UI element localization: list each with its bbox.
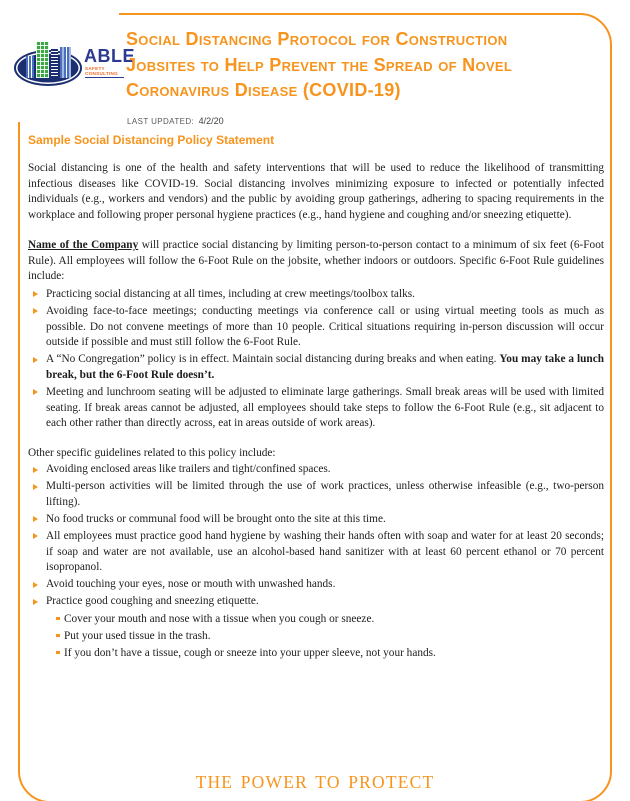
list-item	[28, 529, 604, 576]
company-policy-text: will practice social distancing by limiting person-to-person contact to a minimum of six feet (6-Foot Rule). All employees will follow the 6-Foot Rule on the jobsite, whether indoors or outdoors. Specific 6-Foot Rule guidelines include:	[28, 239, 604, 283]
other-guidelines-list	[28, 462, 604, 661]
document-title	[126, 27, 512, 104]
six-foot-rules-list	[28, 287, 604, 432]
list-item-text: Avoiding face-to-face meetings; conducting meetings via conference call or using virtual meeting tools as much as possible. Do not convene meetings of more than 10 people. Critical situations requiring in-person discussion will occur outside if possible and must still follow the 6-Foot Rule.	[46, 305, 604, 349]
list-item	[28, 512, 604, 528]
bullet-arrow-icon	[33, 389, 38, 395]
footer-tagline: THE POWER TO PROTECT	[195, 772, 435, 792]
sub-list-item-text: Put your used tissue in the trash.	[64, 629, 211, 642]
list-item	[28, 462, 604, 478]
list-item	[28, 577, 604, 593]
list-item-text: Avoid touching your eyes, nose or mouth with unwashed hands.	[46, 578, 336, 591]
sub-list-item	[28, 646, 604, 662]
bullet-arrow-icon	[33, 516, 38, 522]
company-policy-paragraph	[28, 238, 604, 285]
building-icon	[60, 47, 71, 78]
bullet-arrow-icon	[33, 291, 38, 297]
intro-paragraph: Social distancing is one of the health and safety interventions that will be used to reduce the likelihood of transmitting infectious diseases like COVID-19. Social distancing involves minimizing exposure to infected or potentially infected individuals (e.g., workers and vendors) and the public by avoiding group gatherings, adhering to spacing requirements in the workplace and following proper personal hygiene practices (e.g., hand hygiene and coughing and/or sneezing etiquette).	[28, 162, 604, 221]
list-item	[28, 287, 604, 303]
bullet-square-icon	[56, 634, 60, 638]
sub-list-item	[28, 612, 604, 628]
bullet-arrow-icon	[33, 308, 38, 314]
list-item-bold-text: You may take a lunch break, but the 6-Foot Rule doesn’t.	[46, 353, 604, 381]
bullet-arrow-icon	[33, 484, 38, 490]
list-item	[28, 352, 604, 383]
list-item-text: Multi-person activities will be limited through the use of work practices, unless otherwise infeasible (e.g., two-person lifting).	[46, 480, 604, 508]
title-line-1: Social Distancing Protocol for Construction	[126, 29, 508, 49]
list-item-text: Practicing social distancing at all times, including at crew meetings/toolbox talks.	[46, 288, 415, 301]
list-item-text: Practice good coughing and sneezing etiquette.	[46, 595, 259, 608]
list-item-text: No food trucks or communal food will be brought onto the site at this time.	[46, 513, 386, 526]
list-item-text: A “No Congregation” policy is in effect. Maintain social distancing during breaks and when eating.	[46, 353, 500, 366]
last-updated	[127, 111, 224, 129]
sub-list-item-text: Cover your mouth and nose with a tissue when you cough or sneeze.	[64, 612, 375, 625]
title-line-2: Jobsites to Help Prevent the Spread of Novel	[126, 54, 513, 75]
sub-list-item	[28, 629, 604, 645]
bullet-square-icon	[56, 651, 60, 655]
list-item-text: Meeting and lunchroom seating will be adjusted to eliminate large gatherings. Small break areas will be used with limited seating. If break areas cannot be adjusted, all employees should take steps to follow the 6-Foot Rule (e.g., sit adjacent to each other rather than directly across, eat in areas outside of work areas).	[46, 386, 604, 430]
list-item	[28, 479, 604, 510]
list-item-text: Avoiding enclosed areas like trailers and tight/confined spaces.	[46, 463, 331, 476]
building-icon	[36, 42, 49, 78]
sub-list-item-text: If you don’t have a tissue, cough or sneeze into your upper sleeve, not your hands.	[64, 646, 436, 659]
list-item	[28, 385, 604, 432]
title-line-3: Coronavirus Disease (COVID-19)	[126, 80, 401, 100]
list-item	[28, 594, 604, 610]
bullet-arrow-icon	[33, 599, 38, 605]
list-item-text: All employees must practice good hand hygiene by washing their hands often with soap and water for at least 20 seconds; if soap and water are not available, use an alcohol-based hand sanitizer with at least 60 percent ethanol or 70 percent isopropanol.	[46, 530, 604, 574]
logo-tagline: SAFETY CONSULTING	[85, 66, 124, 78]
last-updated-value: 4/2/20	[198, 116, 224, 126]
bullet-square-icon	[56, 617, 60, 621]
building-icon	[51, 49, 58, 78]
etiquette-sub-list	[28, 612, 604, 662]
last-updated-label: LAST UPDATED:	[127, 117, 195, 126]
bullet-arrow-icon	[33, 582, 38, 588]
section-heading: Sample Social Distancing Policy Statement	[28, 133, 275, 147]
bullet-arrow-icon	[33, 467, 38, 473]
able-logo	[12, 40, 135, 92]
list-item	[28, 304, 604, 351]
bullet-arrow-icon	[33, 357, 38, 363]
other-guidelines-heading: Other specific guidelines related to this policy include:	[28, 446, 276, 459]
document-body	[28, 161, 604, 663]
logo-name: ABLE	[84, 46, 135, 66]
building-icon	[26, 56, 34, 78]
bullet-arrow-icon	[33, 533, 38, 539]
company-name-placeholder: Name of the Company	[28, 239, 139, 252]
